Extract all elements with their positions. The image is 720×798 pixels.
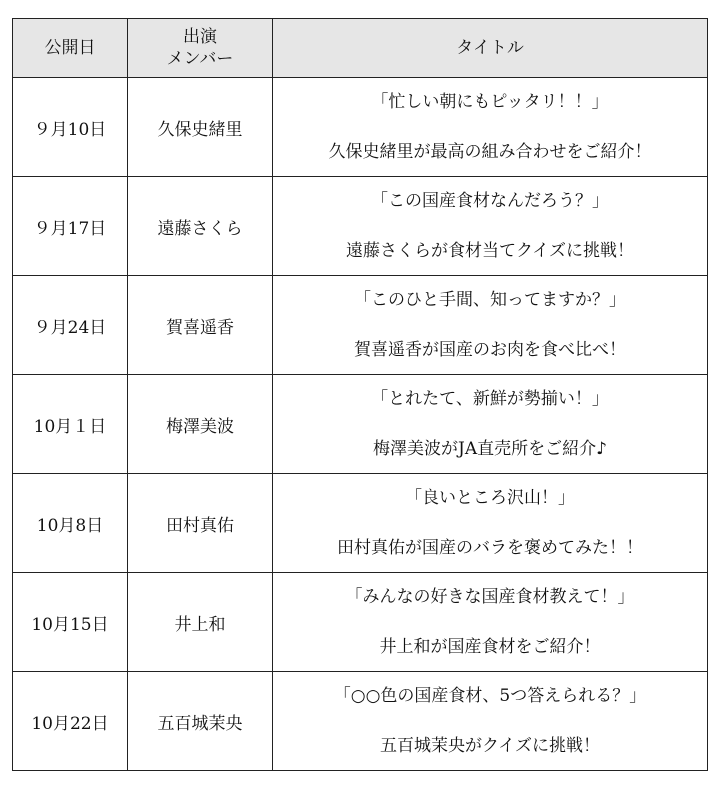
episode-subtitle: 五百城茉央がクイズに挑戦！ [380, 736, 600, 756]
title-cell [273, 276, 708, 375]
table-row [13, 78, 708, 177]
member-cell: 五百城茉央 [128, 672, 273, 771]
table-row [13, 672, 708, 771]
episode-title: 「忙しい朝にもピッタリ！！」 [371, 92, 609, 112]
title-cell [273, 78, 708, 177]
table-row [13, 177, 708, 276]
episode-subtitle: 久保史緒里が最高の組み合わせをご紹介！ [328, 142, 652, 162]
table-row [13, 276, 708, 375]
date-cell: 10月22日 [13, 672, 128, 771]
member-cell: 遠藤さくら [128, 177, 273, 276]
episode-subtitle: 遠藤さくらが食材当てクイズに挑戦！ [346, 241, 634, 261]
episode-title: 「みんなの好きな国産食材教えて！」 [345, 587, 635, 607]
episode-subtitle: 田村真佑が国産のバラを褒めてみた！！ [337, 538, 643, 558]
episode-title: 「○○色の国産食材、5つ答えられる？」 [333, 686, 647, 706]
title-cell [273, 375, 708, 474]
header-member-line2: メンバー [166, 49, 234, 69]
episode-subtitle: 梅澤美波がJA直売所をご紹介♪ [373, 439, 607, 459]
date-cell: ９月10日 [13, 78, 128, 177]
episode-subtitle: 井上和が国産食材をご紹介！ [379, 637, 601, 657]
header-member-line1: 出演 [183, 27, 217, 47]
episode-title: 「とれたて、新鮮が勢揃い！」 [371, 389, 609, 409]
title-cell [273, 672, 708, 771]
member-cell: 井上和 [128, 573, 273, 672]
episode-title: 「このひと手間、知ってますか？」 [354, 290, 626, 310]
episode-subtitle: 賀喜遥香が国産のお肉を食べ比べ！ [354, 340, 626, 360]
table-row [13, 375, 708, 474]
title-cell [273, 573, 708, 672]
header-member [128, 19, 273, 78]
title-cell [273, 177, 708, 276]
member-cell: 田村真佑 [128, 474, 273, 573]
schedule-table [12, 18, 708, 771]
episode-title: 「良いところ沢山！」 [405, 488, 575, 508]
member-cell: 久保史緒里 [128, 78, 273, 177]
title-cell [273, 474, 708, 573]
date-cell: 10月8日 [13, 474, 128, 573]
member-cell: 賀喜遥香 [128, 276, 273, 375]
date-cell: ９月17日 [13, 177, 128, 276]
date-cell: 10月１日 [13, 375, 128, 474]
episode-title: 「この国産食材なんだろう？」 [371, 191, 609, 211]
table-row [13, 474, 708, 573]
date-cell: 10月15日 [13, 573, 128, 672]
header-title: タイトル [273, 19, 708, 78]
member-cell: 梅澤美波 [128, 375, 273, 474]
date-cell: ９月24日 [13, 276, 128, 375]
header-row [13, 19, 708, 78]
header-date: 公開日 [13, 19, 128, 78]
table-row [13, 573, 708, 672]
